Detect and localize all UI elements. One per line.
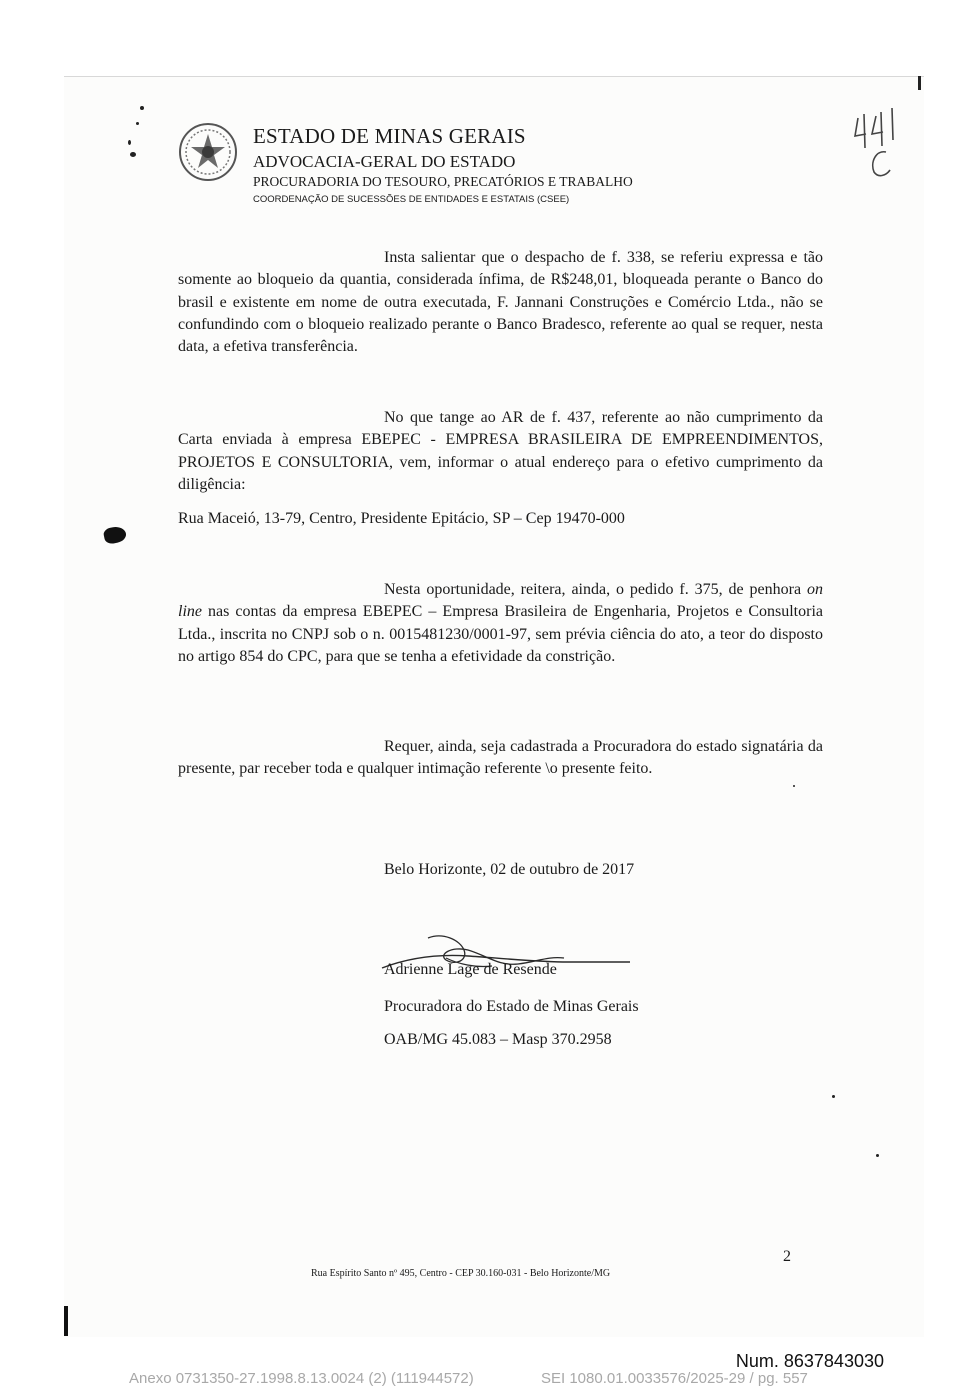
scan-edge-mark: [918, 76, 921, 90]
page-number: 2: [783, 1248, 791, 1265]
paragraph-text: Insta salientar que o despacho de f. 338, se referiu expressa e tão somente ao bloqueio da quantia, considerada ínfima, de R$248,01, bloqueada perante o Banco do brasil e existente em nome de outra executada, F. Jannani Construções e Comércio Ltda., não se confundindo com o bloqueio realizado perante o Banco Bradesco, referente ao qual se requer, nesta data, a efetiva transferência.: [178, 249, 823, 356]
sei-stamp: SEI 1080.01.0033576/2025-29 / pg. 557: [541, 1370, 808, 1387]
signer-name: Adrienne Lage de Resende: [384, 961, 557, 978]
signer-oab: OAB/MG 45.083 – Masp 370.2958: [384, 1031, 612, 1048]
header-department: PROCURADORIA DO TESOURO, PRECATÓRIOS E TRABALHO: [253, 174, 633, 189]
scan-speck: [136, 122, 139, 125]
paragraph-text: No que tange ao AR de f. 437, referente ao não cumprimento da Carta enviada à empresa EBEPEC - EMPRESA BRASILEIRA DE EMPREENDIMENTOS, PROJETOS E CONSULTORIA, vem, informar o atual endereço para o efetivo cumprimento da diligência:: [178, 409, 823, 493]
scan-speck: [876, 1154, 879, 1157]
paragraph-text: Nesta oportunidade, reitera, ainda, o pedido f. 375, de penhora: [384, 581, 807, 598]
scan-speck: [130, 152, 136, 157]
handwritten-page-number: [852, 104, 902, 180]
scan-speck: [128, 140, 131, 145]
document-num-stamp: Num. 8637843030: [735, 1351, 884, 1371]
scan-speck: [140, 106, 144, 110]
paragraph-text: Requer, ainda, seja cadastrada a Procuradora do estado signatária da presente, par receber toda e qualquer intimação referente \o presente feito.: [178, 738, 823, 778]
annex-stamp: Anexo 0731350-27.1998.8.13.0024 (2) (111944572): [129, 1370, 474, 1387]
coat-of-arms-icon: [178, 122, 238, 182]
scan-edge-mark: [64, 1306, 68, 1336]
header-state: ESTADO DE MINAS GERAIS: [253, 124, 526, 148]
scan-speck: [832, 1095, 835, 1098]
paragraph-emphasis: on line: [178, 581, 823, 621]
header-coordination: COORDENAÇÃO DE SUCESSÕES DE ENTIDADES E ESTATAIS (CSEE): [253, 194, 570, 205]
paragraph-7: [178, 736, 823, 781]
date-line: Belo Horizonte, 02 de outubro de 2017: [384, 861, 635, 878]
paragraph-6: [178, 579, 823, 668]
scan-speck: [793, 785, 795, 787]
paragraph-4: [178, 247, 823, 358]
footer-address: Rua Espírito Santo nº 495, Centro - CEP 30.160-031 - Belo Horizonte/MG: [311, 1268, 611, 1279]
signer-role: Procuradora do Estado de Minas Gerais: [384, 998, 639, 1015]
paragraph-text: nas contas da empresa EBEPEC – Empresa Brasileira de Engenharia, Projetos e Consultoria Ltda., inscrita no CNPJ sob o n. 0015481230/0001-97, sem prévia ciência do ato, a teor do disposto no artigo 854 do CPC, para que se tenha a efetividade da constrição.: [178, 603, 823, 665]
paragraph-5: [178, 407, 823, 496]
address-line: Rua Maceió, 13-79, Centro, Presidente Epitácio, SP – Cep 19470-000: [178, 510, 625, 527]
header-agency: ADVOCACIA-GERAL DO ESTADO: [253, 152, 516, 171]
